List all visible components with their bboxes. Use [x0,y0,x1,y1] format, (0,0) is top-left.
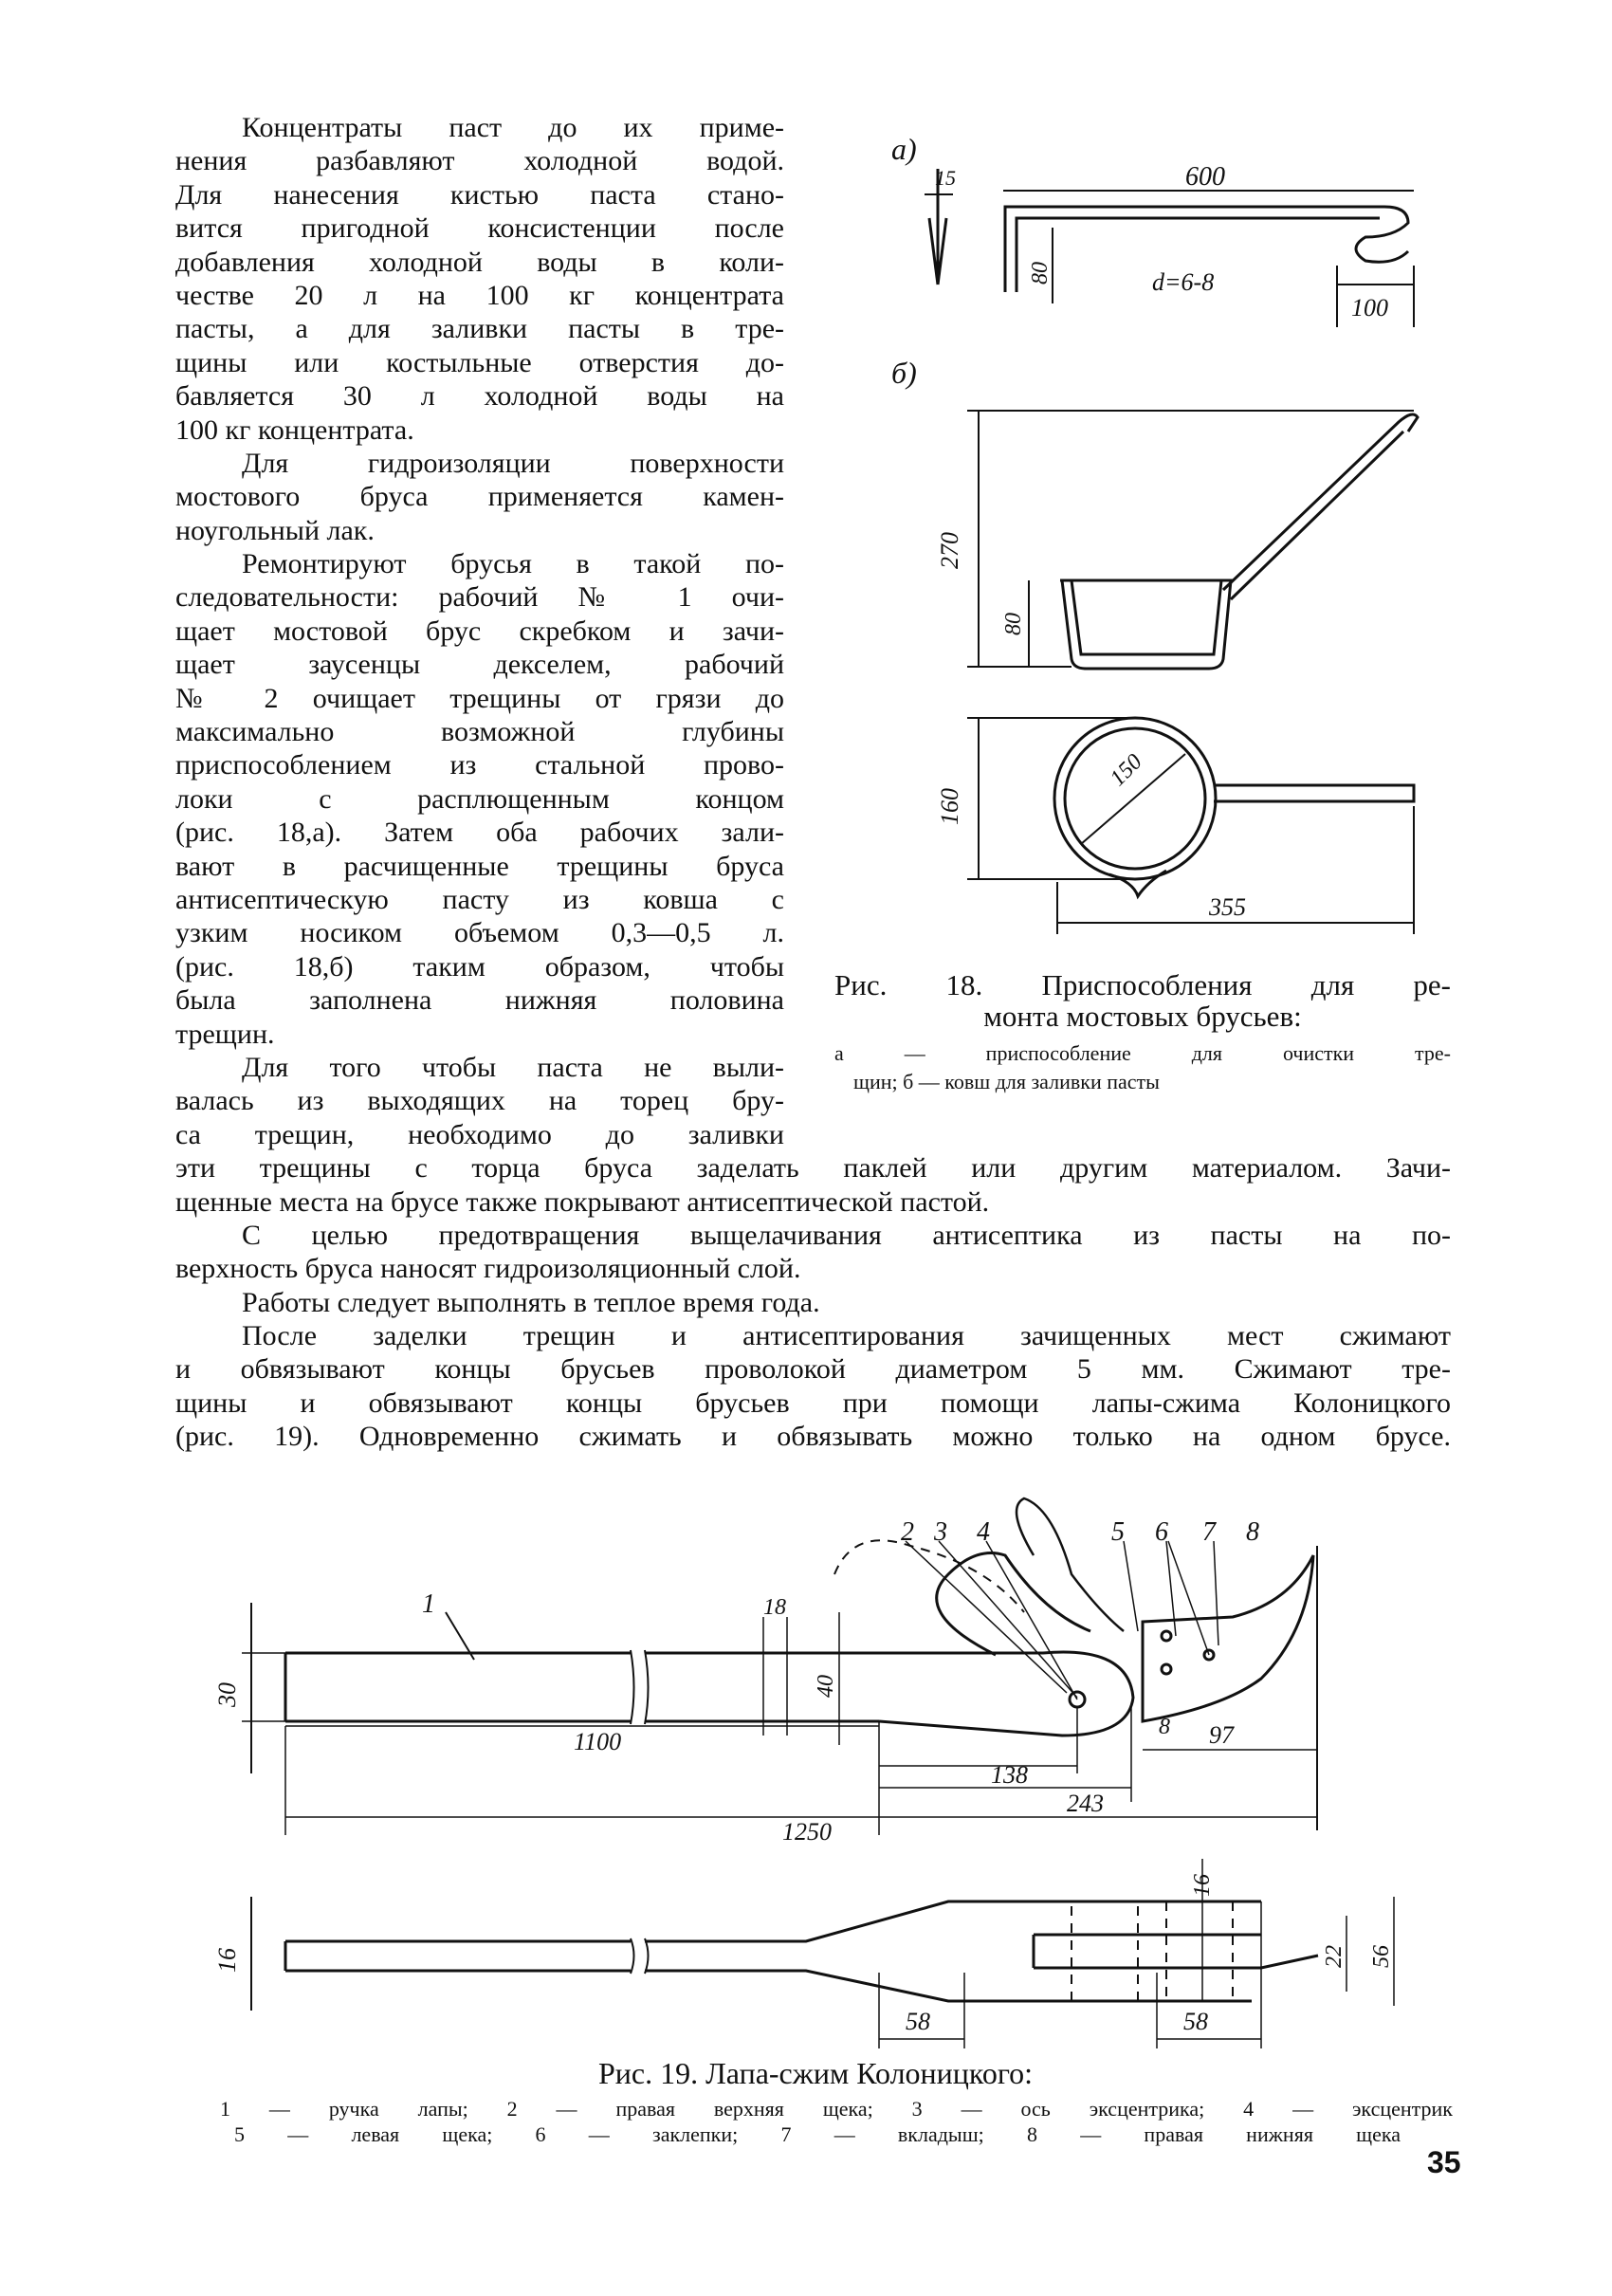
fig18-caption-line: монта мостовых брусьев: [983,1000,1302,1033]
text-line: добавления холодной воды в коли- [175,246,784,278]
text-line: приспособлением из стальной прово- [175,749,784,781]
text-line: вится пригодной консистенции после [175,212,784,245]
dim-1100: 1100 [574,1728,622,1755]
text-line: мостового бруса применяется камен- [175,481,784,513]
fig18-caption-line: Рис. 18. Приспособления для ре- [834,968,1451,1001]
part-5: 5 [1111,1517,1125,1547]
text-line: са трещин, необходимо до заливки [175,1118,784,1150]
dim-18: 18 [763,1595,786,1620]
text-line: Работы следует выполнять в теплое время года. [242,1286,820,1318]
text-line: трещин. [175,1018,275,1050]
text-line: узким носиком объемом 0,3—0,5 л. [175,917,784,949]
fig-label-a: а) [891,132,917,166]
text-line: верхность бруса наносят гидроизоляционный слой. [175,1253,801,1285]
dim-600: 600 [1185,162,1225,192]
dim-16-top: 16 [1190,1874,1215,1897]
text-line: ноугольный лак. [175,514,375,546]
fig18-legend-line: щин; б — ковш для заливки пасты [853,1070,1160,1093]
text-line: щает мостовой брус скребком и зачи- [175,615,784,647]
dim-1250: 1250 [782,1818,832,1846]
text-line: честве 20 л на 100 кг концентрата [175,279,784,311]
dim-diameter: d=6-8 [1152,268,1215,296]
text-line: вают в расчищенные трещины бруса [175,850,784,882]
fig-label-b: б) [891,356,917,390]
text-line: С целью предотвращения выщелачивания антисептика из пасты на по- [242,1219,1451,1251]
part-1: 1 [422,1589,435,1619]
fig19-caption-legend [220,2096,1453,2147]
dim-80: 80 [1028,262,1053,285]
text-line: была заполнена нижняя половина [175,984,784,1017]
dim-58-left: 58 [906,2008,930,2035]
figure-18b-ladle [891,356,1418,934]
text-line: Ремонтируют брусья в такой по- [242,548,784,580]
text-line: щины и обвязывают концы брусьев при помощи лапы-сжима Колоницкого [175,1387,1451,1419]
fig18-caption-title [834,969,1451,1032]
part-6: 6 [1155,1517,1168,1547]
text-line: антисептическую пасту из ковша с [175,883,784,915]
text-line: щенные места на брусе также покрывают антисептической пастой. [175,1185,990,1218]
fig19-legend-line: 5 — левая щека; 6 — заклепки; 7 — вкладыш; 8 — правая нижняя щека [234,2122,1401,2146]
text-line: Для нанесения кистью паста стано- [175,178,784,211]
text-line: локи с расплющенным концом [175,782,784,815]
dim-56: 56 [1369,1945,1394,1968]
part-3: 3 [934,1517,947,1547]
dim-243: 243 [1067,1790,1104,1817]
text-line: После заделки трещин и антисептирования зачищенных мест сжимают [242,1320,1451,1352]
page-number: 35 [1427,2145,1461,2179]
figure-19-clamp-top-view [213,1498,1317,1846]
text-line: (рис. 18,а). Затем оба рабочих зали- [175,817,784,849]
fig18-legend-line: а — приспособление для очистки тре- [834,1041,1451,1065]
text-line: валась из выходящих на торец бру- [175,1085,784,1117]
part-4: 4 [977,1517,990,1547]
dim-150: 150 [1105,749,1147,792]
text-line: Для того чтобы паста не выли- [242,1051,784,1083]
text-line: следовательности: рабочий № 1 очи- [175,581,784,614]
text-line: и обвязывают концы брусьев проволокой диаметром 5 мм. Сжимают тре- [175,1353,1451,1386]
dim-22: 22 [1322,1945,1346,1968]
dim-97: 97 [1209,1721,1234,1749]
fig18-caption-legend [834,1039,1451,1096]
text-line: щает заусенцы декселем, рабочий [175,649,784,681]
part-2: 2 [901,1517,914,1547]
dim-100: 100 [1351,294,1388,321]
dim-30: 30 [213,1682,241,1707]
text-line: 100 кг концентрата. [175,413,414,446]
text-line: (рис. 18,б) таким образом, чтобы [175,950,784,983]
text-line: пасты, а для заливки пасты в тре- [175,313,784,345]
part-7: 7 [1202,1517,1216,1547]
dim-15: 15 [935,166,956,190]
text-line: эти трещины с торца бруса заделать паклей или другим материалом. Зачи- [175,1152,1451,1185]
text-line: нения разбавляют холодной водой. [175,145,784,177]
dim-80-bowl: 80 [1001,613,1026,635]
dim-138: 138 [991,1761,1028,1789]
text-line: (рис. 19). Одновременно сжимать и обвязывать можно только на одном брусе. [175,1421,1451,1453]
fig19-legend-line: 1 — ручка лапы; 2 — правая верхняя щека; 3 — ось эксцентрика; 4 — эксцентрик [220,2097,1453,2121]
dim-160: 160 [936,788,963,825]
figure-18a-cleaning-tool [891,132,1414,327]
text-line: Концентраты паст до их приме- [242,112,784,143]
dim-40: 40 [814,1675,838,1698]
text-line: щины или костыльные отверстия до- [175,346,784,378]
dim-355: 355 [1209,893,1246,921]
fig19-caption-title: Рис. 19. Лапа-сжим Колоницкого: [597,2056,1034,2090]
figure-19-clamp-side-view [213,1859,1394,2048]
dim-16-left: 16 [213,1948,241,1973]
dim-270: 270 [936,532,963,569]
text-line: № 2 очищает трещины от грязи до [175,682,784,714]
dim-58-right: 58 [1183,2008,1208,2035]
part-8: 8 [1246,1517,1259,1547]
text-line: максимально возможной глубины [175,716,784,748]
text-line: бавляется 30 л холодной воды на [175,380,784,413]
text-line: Для гидроизоляции поверхности [242,447,784,479]
dim-8: 8 [1159,1715,1170,1739]
